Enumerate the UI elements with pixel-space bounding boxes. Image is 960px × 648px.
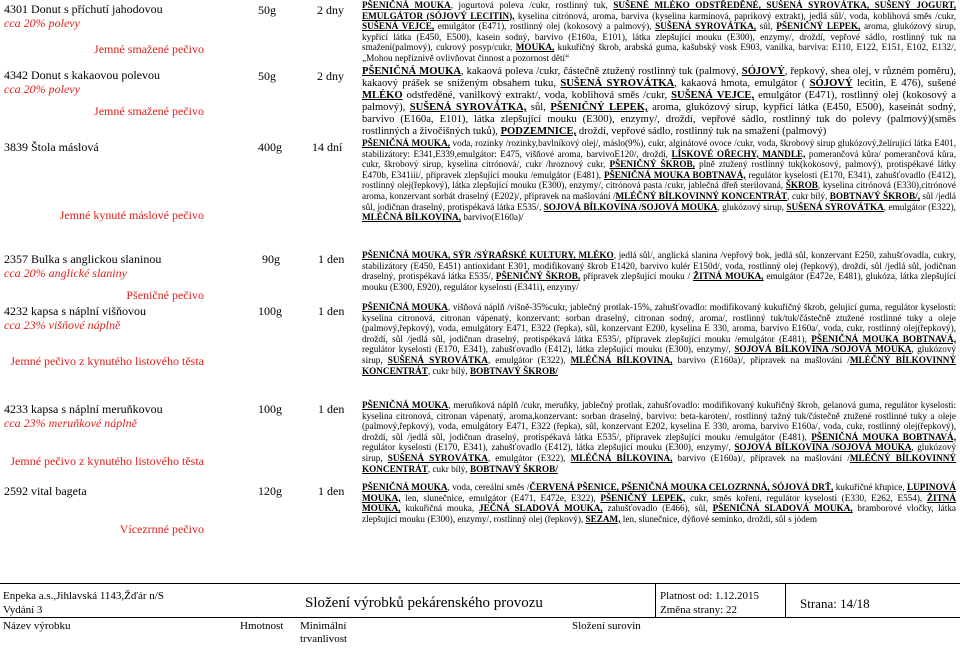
ingredient-text: len, slunečnice, dýňové semínko, droždí, sůl s jódem — [620, 513, 817, 524]
product-info — [4, 68, 204, 96]
allergen: MLÉČNÁ BÍLKOVINA, — [570, 354, 673, 365]
allergen: PŠENIČNÝ ŠKROB, — [609, 159, 695, 170]
product-weight: 120g — [258, 484, 282, 498]
allergen: PŠENIČNÁ MOUKA — [362, 66, 461, 77]
allergen: SUŠENÁ SYROVÁTKA, — [409, 102, 527, 113]
column-header-name: Název výrobku — [3, 620, 71, 632]
allergen: SOJOVÁ BÍLKOVINA /SOJOVÁ MOUKA — [543, 201, 718, 212]
product-row — [0, 136, 960, 250]
product-group: Jemné kynuté máslové pečivo — [59, 208, 204, 222]
allergen: MOUKA, — [515, 42, 555, 53]
allergen: PŠENIČNÁ MOUKA, — [362, 138, 451, 148]
allergen: SUŠENÉ MLÉKO ODSTŘEDĚNÉ, SUŠENÁ SYROVÁTKA, SUŠENÝ JOGURT, EMULGÁTOR (SÓJOVÝ LECITIN), — [362, 0, 957, 21]
product-info — [4, 402, 204, 430]
footer-edition: Vydání 3 — [3, 604, 43, 616]
ingredient-text: regulátor kyselosti (E170, E341), zahušťovadlo (E412), látka zlepšující mouku (E300), enzymy/, — [362, 344, 735, 355]
column-header-weight: Hmotnost — [240, 620, 284, 632]
ingredient-text: , emulgátor (E322), — [487, 354, 571, 365]
ingredient-text: , kakaová hmota, emulgátor ( — [674, 78, 810, 89]
allergen: MLÉČNÝ BÍLKOVINNÝ KONCENTRÁT — [615, 190, 788, 201]
ingredient-text: přípravek zlepšující mouku / — [580, 271, 694, 282]
ingredient-text: emulgátor (E471), rostlinný olej (kokosový a palmový), — [434, 21, 656, 32]
product-row — [0, 0, 960, 66]
product-share: cca 23% višňové náplně — [4, 318, 121, 332]
ingredient-text: voda, rozinky /rozinky,bavlníkový olej/, máslo(9%), cukr, alginátové ovoce /cukr, voda, škrobový sirup glukózový,želírující látka E401, stabilizátory: E341,E339,emulgátor: E475, višňové aroma, barvivoE120/, droždí, — [362, 138, 956, 159]
footer-divider — [785, 584, 786, 617]
allergen: MLÉKO — [362, 90, 403, 101]
ingredient-text: , glukózový sirup, — [362, 344, 957, 365]
allergen: SÓJOVÝ — [809, 78, 853, 89]
product-weight: 50g — [258, 3, 276, 17]
allergen: LÍSKOVÉ OŘECHY, MANDLE, — [671, 148, 806, 159]
ingredient-text: aroma, glukózový sirup, kypřicí látka (E450, E500), kasein sodný, barvivo (E160a, E101), látka zlepšující mouku (E300), enzymy/, droždí, vepřové sádlo, rostlinný tuk na smažení(palmový), cukrový posyp/cukr, — [362, 21, 956, 53]
product-ingredients — [362, 250, 956, 292]
product-row — [0, 66, 960, 136]
footer-valid-from: Platnost od: 1.12.2015 — [660, 590, 760, 602]
ingredient-text: kukuřičná mouka, — [400, 503, 479, 514]
product-name: 4342 Donut s kakaovou polevou — [4, 68, 160, 82]
allergen: PŠENIČNÝ LEPEK, — [600, 492, 686, 503]
allergen: SUŠENÁ SYROVÁTKA, — [655, 21, 756, 32]
ingredient-text: , višňová náplň /višně-35%cukr, jablečný protlak-15%, zahušťovadlo: modifikovaný kukuřičný škrob, gelující guma, regulátor kyselosti: kyselina citronová, citronan vápenatý, konzervant: sorban draselný, citronan sodný, aroma/, rostlinný tuk/tuk/částečně ztužené rostlinné tuky a oleje (palmový,řepkový), voda, emulgátory E471, E322 (řepka), sůl, konzervant E200, kyselina E 330, aroma, barvivo E160a/, voda, cukr, rostlinný olej(řepkový), droždí, sůl /jedlá sůl, jodičnan draselný, protispékavá látka E535/, přípravek zlepšující mouku /emulgátor (E481), — [362, 302, 956, 344]
footer-top-rule — [0, 583, 960, 584]
footer-title: Složení výrobků pekárenského provozu — [305, 595, 543, 611]
product-group: Pšeničné pečivo — [126, 288, 204, 302]
allergen: PŠENIČNÝ ŠKROB, — [495, 271, 581, 282]
product-info — [4, 304, 204, 332]
ingredient-text: , řepkový, shea olej, v různém poměru), kakaový prášek se sníženým obsahem tuku, — [362, 66, 956, 89]
allergen: BOBTNAVÝ ŠKROB/ — [469, 463, 558, 474]
product-name: 4301 Donut s příchutí jahodovou — [4, 2, 163, 16]
product-row — [0, 482, 960, 542]
allergen: SUŠENÁ SYROVÁTKA — [387, 354, 488, 365]
ingredient-text: len, slunečnice, emulgátor (E471, E472e, E322), — [400, 492, 601, 503]
ingredient-text: , jedlá sůl/, anglická slanina /vepřový bok, jedlá sůl, konzervant E250, zahušťovadla, cukry, stabilizátory (E450, E451) antioxidant E301, modifikovaný škrob E1420, barvivo kulér E150d/, voda, rostlinný olej (řepkový), droždí, sůl /jedlá sůl, jodičnan draselný, protispékavá látka E535/, — [362, 250, 956, 282]
column-header-shelf-life: Minimální — [300, 620, 347, 632]
allergen: ŠKROB — [785, 180, 818, 191]
product-ingredients — [362, 138, 956, 223]
footer-divider — [655, 584, 656, 617]
product-share: cca 20% polevy — [4, 82, 80, 96]
product-shelf-life: 2 dny — [317, 69, 344, 83]
ingredient-text: emulgátor (E472e, E481), glukóza, látka zlepšující mouku (E300, E920), regulátor kyselosti (E341i), enzymy/ — [362, 271, 956, 292]
allergen: SÓJOVÝ — [741, 66, 785, 77]
product-group: Jemné pečivo z kynutého listového těsta — [10, 354, 204, 368]
allergen: MLÉČNÁ BÍLKOVINA, — [570, 452, 673, 463]
column-header-ingredients: Složení surovin — [572, 620, 641, 632]
product-weight: 400g — [258, 140, 282, 154]
product-shelf-life: 1 den — [318, 484, 345, 498]
ingredient-text: , glukózový sirup, — [362, 442, 957, 463]
ingredient-text: , cukr bílý, — [427, 365, 470, 376]
ingredient-text: barvivo(E160a)/ — [461, 212, 524, 223]
product-info — [4, 484, 204, 498]
ingredient-text: kukuřičné křupice, — [833, 482, 907, 492]
allergen: SUŠENÁ SYROVÁTKA — [786, 201, 884, 212]
allergen: PŠENIČNÝ LEPEK, — [776, 21, 861, 32]
allergen: MLÉČNÝ BÍLKOVINNÝ KONCENTRÁT — [362, 452, 957, 474]
allergen: BOBTNAVÝ ŠKROB/, — [829, 190, 921, 201]
allergen: PŠENIČNÁ MOUKA — [362, 0, 451, 10]
product-ingredients — [362, 302, 956, 376]
allergen: PŠENIČNÁ MOUKA, SÝR /SÝRAŘSKÉ KULTURY, MLÉKO — [362, 250, 614, 260]
product-ingredients — [362, 400, 956, 474]
ingredient-text: sůl /jedlá sůl, jodičnan draselný, protispékavá látka E535/, — [362, 190, 956, 212]
ingredient-text: , voda, cereální směs / — [447, 482, 530, 492]
allergen: ŽITNÁ MOUKA, — [362, 492, 956, 514]
ingredient-text: sůl, — [526, 102, 551, 113]
product-ingredients — [362, 482, 956, 524]
allergen: SUŠENÁ VEJCE, — [671, 90, 755, 101]
product-info — [4, 140, 204, 154]
ingredient-text: emulgátor (E471), rostlinný olej (kokosový a palmový), — [362, 90, 956, 113]
ingredient-text: bramborové vločky, látka zlepšující mouku (E300), enzymy/, rostlinný olej (řepkový), — [362, 503, 956, 524]
allergen: PŠENIČNÁ SLADOVÁ MOUKA, — [712, 503, 853, 514]
ingredient-text: kukuřičný škrob, arabská guma, kašubský vosk E903, vanilka, barviva: E110, E122, E151, E102, E132/, „Mohou nepříznivě ovlivňovat činnost a pozornost dětí“ — [362, 42, 956, 63]
allergen: SUŠENÁ SYROVÁTKA — [387, 452, 488, 463]
product-ingredients — [362, 66, 956, 138]
product-weight: 100g — [258, 304, 282, 318]
product-name: 4232 kapsa s náplní višňovou — [4, 304, 146, 318]
ingredient-text: zahušťovadlo (E466), sůl, — [602, 503, 713, 514]
ingredient-text: sůl, — [756, 21, 777, 32]
allergen: MLÉČNÁ BÍLKOVINA, — [362, 212, 462, 223]
product-group: Jemné smažené pečivo — [94, 104, 204, 118]
allergen: JEČNÁ SLADOVÁ MOUKA, — [478, 503, 603, 514]
column-header-shelf-life-2: trvanlivost — [300, 633, 348, 645]
product-row — [0, 400, 960, 482]
allergen: ČERVENÁ PŠENICE, PŠENIČNÁ MOUKA CELOZRNNÁ, SÓJOVÁ DRŤ, — [529, 482, 834, 492]
product-info — [4, 252, 204, 280]
allergen: MLÉČNÝ BÍLKOVINNÝ KONCENTRÁT — [362, 354, 957, 376]
allergen: PŠENIČNÁ MOUKA — [362, 400, 449, 410]
product-shelf-life: 2 dny — [317, 3, 344, 17]
ingredient-text: , jogurtová poleva /cukr, rostlinný tuk, — [450, 0, 614, 10]
ingredient-text: lecitin, E 476), sušené — [852, 78, 957, 89]
ingredient-text: , meruňková náplň /cukr, meruňky, jablečný protlak, zahušťovadlo: modifikovaný kukuřičný škrob, gelanová guma, regulátor kyselosti: kyselina citronová, citronan vápenatý, aroma,konzervant: sorban draselný, barvivo: beta-karoten/, rostlinný tažný tuk/částečně ztužené rostlinné tuky a oleje (palmový,řepkový), voda, emulgátory E471, E322 (řepka), sůl, konzervant E202, kyselina E 330, aroma, barvivo E160a/, voda, cukr, rostlinný olej(řepkový), droždí, sůl /jedlá sůl, jodičnan draselný, protispékavá látka E535/, přípravek zlepšující mouku /emulgátor (E481), — [362, 400, 956, 442]
ingredient-text: barvivo (E160a)/, přípravek na mašlování / — [672, 354, 850, 365]
allergen: SUŠENÁ VEJCE, — [362, 21, 435, 32]
ingredient-text: droždí, vepřové sádlo, rostlinný tuk na smažení (palmový) — [576, 126, 827, 137]
allergen: PŠENIČNÝ LEPEK, — [550, 102, 648, 113]
footer-company: Enpeka a.s.,Jihlavská 1143,Žďár n/S — [3, 590, 164, 602]
product-row — [0, 250, 960, 300]
footer-header-rule — [0, 617, 960, 618]
allergen: SOJOVÁ BÍLKOVINA /SOJOVÁ MOUKA — [734, 344, 912, 355]
product-weight: 90g — [262, 252, 280, 266]
ingredient-text: , kakaová poleva /cukr, částečně ztužený rostlinný tuk (palmový, — [460, 66, 742, 77]
product-name: 4233 kapsa s náplní meruňkovou — [4, 402, 163, 416]
product-shelf-life: 1 den — [318, 402, 345, 416]
product-share: cca 20% anglické slaniny — [4, 266, 127, 280]
ingredient-text: plně ztužený rostlinný tuk(kokosový, palmový), protispékavé látky E470b, E341iii/, přípravek zlepšující mouku /emulgátor (E481), — [362, 159, 956, 180]
footer-change: Změna strany: 22 — [660, 604, 737, 616]
product-group: Jemné pečivo z kynutého listového těsta — [10, 454, 204, 468]
product-ingredients — [362, 0, 956, 64]
ingredient-text: barvivo (E160a)/, přípravek na mašlování / — [672, 452, 850, 463]
allergen: PŠENIČNÁ MOUKA — [362, 302, 448, 312]
allergen: PŠENIČNÁ MOUKA — [362, 482, 448, 492]
allergen: LUPINOVÁ MOUKA, — [362, 482, 956, 503]
product-share: cca 23% meruňkové náplně — [4, 416, 137, 430]
ingredient-text: odstředěné, vanilkový extrakt/, voda, koblihová směs /cukr, — [402, 90, 672, 101]
ingredient-text: , cukr bílý, — [427, 463, 470, 474]
ingredient-text: , kyselina citrónová (E330),citrónové aroma, konzervant sorbát draselný (E202)/, přípravek na mašlování / — [362, 180, 956, 201]
product-share: cca 20% polevy — [4, 16, 80, 30]
footer-page: Strana: 14/18 — [800, 596, 870, 611]
product-shelf-life: 1 den — [318, 304, 345, 318]
allergen: PODZEMNICE, — [500, 126, 577, 137]
product-weight: 100g — [258, 402, 282, 416]
allergen: SEZAM, — [585, 513, 621, 524]
ingredient-text: regulátor kyselosti (E170, E341), zahušťovadlo (E412), látka zlepšující mouku (E300), enzymy/, — [362, 442, 735, 453]
allergen: SUŠENÁ SYROVÁTKA — [560, 78, 675, 89]
product-shelf-life: 1 den — [318, 252, 345, 266]
ingredient-text: regulátor kyselosti (E170, E341), zahušťovadlo (E412), rostlinný olej(řepkový), látka zlepšující mouku (E300), enzymy/, citrónová pasta /cukr, jablečná dřeň sterilovaná, — [362, 169, 956, 191]
ingredient-text: cukr, směs koření, regulátor kyselosti (E330, E262, E554), — [685, 492, 927, 503]
allergen: PŠENIČNÁ MOUKA BOBTNAVÁ, — [603, 169, 746, 180]
product-group: Vícezrnné pečivo — [119, 522, 204, 536]
ingredient-text: , emulgátor (E322), — [883, 201, 956, 212]
product-name: 3839 Štola máslová — [4, 140, 99, 154]
product-row — [0, 300, 960, 400]
product-name: 2592 vital bageta — [4, 484, 87, 498]
product-shelf-life: 14 dní — [312, 140, 343, 154]
product-weight: 50g — [258, 69, 276, 83]
allergen: ŽITNÁ MOUKA, — [693, 271, 764, 282]
product-info — [4, 2, 204, 30]
ingredient-text: , emulgátor (E322), — [487, 452, 571, 463]
ingredient-text: pomerančová kůra/ pomerančová kůra, cukr, škrobový sirup, kyselina citrónová/, cukr /hroznový cukr, — [362, 148, 956, 170]
allergen: BOBTNAVÝ ŠKROB/ — [469, 365, 558, 376]
ingredient-text: , cukr bílý, — [787, 190, 830, 201]
ingredient-text: aroma, glukózový sirup, kypřicí látka (E450, E500), kaseinát sodný, barvivo (E160a, E101), látka zlepšující mouku (E300), enzymy/, droždí, vepřové sádlo, rostlinný tuk do polevy (palmový)(směs rostlinných a živočišných tuků), — [362, 102, 957, 137]
allergen: PŠENIČNÁ MOUKA BOBTNAVÁ, — [811, 333, 956, 344]
allergen: SOJOVÁ BÍLKOVINA /SOJOVÁ MOUKA — [734, 442, 912, 453]
product-name: 2357 Bulka s anglickou slaninou — [4, 252, 162, 266]
ingredient-text: kyselina citrónová, aroma, barviva (kyselina karmínová, paprikový extrakt), jedlá sůl/, voda, koblihová směs /cukr, — [514, 10, 956, 21]
allergen: PŠENIČNÁ MOUKA BOBTNAVÁ, — [811, 431, 956, 442]
product-group: Jemné smažené pečivo — [94, 42, 204, 56]
ingredient-text: , glukózový sirup, — [717, 201, 787, 212]
